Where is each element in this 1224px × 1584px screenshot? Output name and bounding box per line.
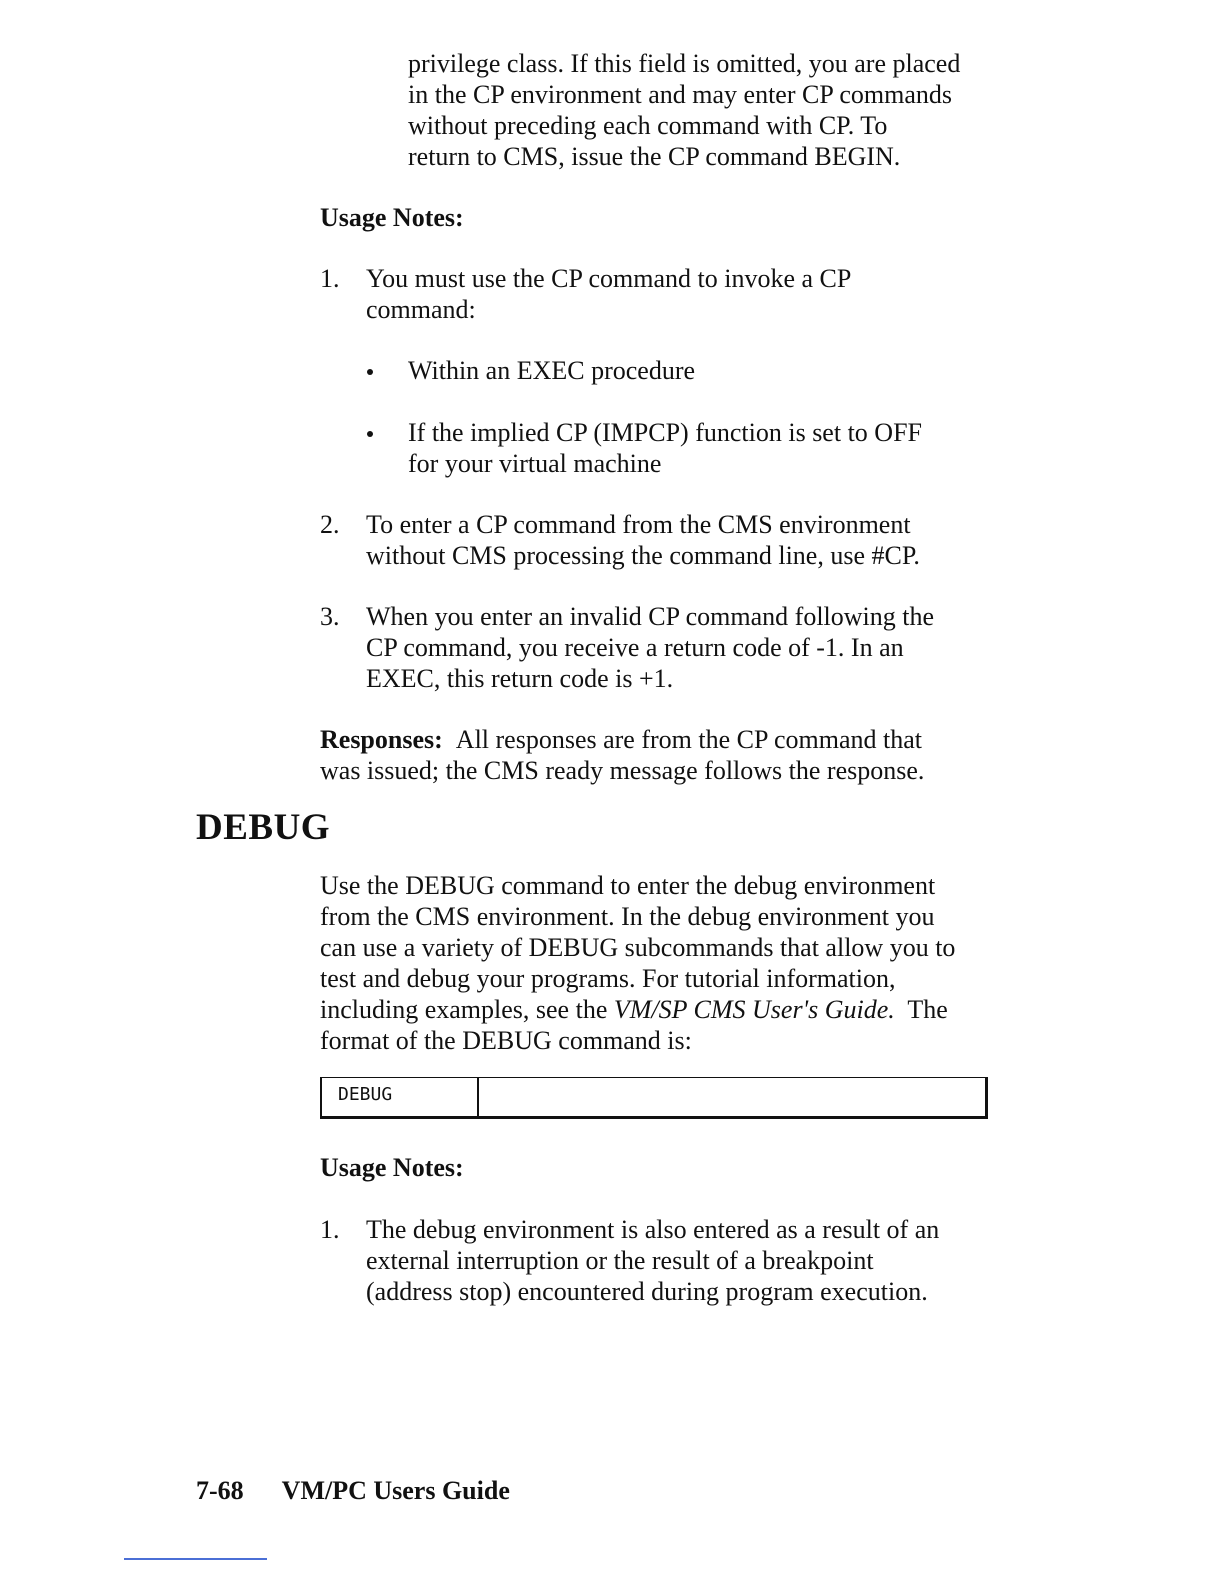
- usage-notes-heading: Usage Notes:: [320, 203, 464, 232]
- text-line: EXEC, this return code is +1.: [366, 664, 674, 693]
- list-item: [366, 509, 920, 571]
- syntax-divider: [477, 1078, 479, 1116]
- text-line: without preceding each command with CP. To: [408, 111, 888, 140]
- text-line: in the CP environment and may enter CP commands: [408, 80, 952, 109]
- responses-label: Responses:: [320, 725, 443, 754]
- list-item: [366, 601, 934, 694]
- responses-paragraph: [320, 724, 924, 786]
- list-item: [366, 1214, 939, 1307]
- text-line: can use a variety of DEBUG subcommands that allow you to: [320, 933, 956, 962]
- bullet-icon: [367, 431, 373, 437]
- text-line: When you enter an invalid CP command following the: [366, 602, 935, 631]
- text-line: format of the DEBUG command is:: [320, 1026, 692, 1055]
- text-line: [320, 724, 924, 755]
- intro-paragraph: [408, 48, 960, 172]
- section-heading: DEBUG: [196, 807, 331, 848]
- syntax-diagram: [320, 1077, 988, 1119]
- text-line: external interruption or the result of a breakpoint: [366, 1246, 874, 1275]
- list-item-number: 1.: [320, 1215, 340, 1244]
- text-line: [320, 994, 955, 1025]
- text-line: from the CMS environment. In the debug environment you: [320, 902, 935, 931]
- list-item-number: 3.: [320, 602, 340, 631]
- text-line: (address stop) encountered during program execution.: [366, 1277, 928, 1306]
- text-line: Use the DEBUG command to enter the debug environment: [320, 871, 936, 900]
- text-line: If the implied CP (IMPCP) function is set to OFF: [408, 418, 922, 447]
- text-line: without CMS processing the command line, use #CP.: [366, 541, 920, 570]
- syntax-command: DEBUG: [338, 1084, 393, 1105]
- text-line: for your virtual machine: [408, 449, 662, 478]
- page-number: 7-68: [196, 1476, 244, 1505]
- footer-rule: [124, 1558, 267, 1560]
- text-line: The debug environment is also entered as a result of an: [366, 1215, 940, 1244]
- debug-intro-paragraph: [320, 870, 955, 1056]
- text-line: return to CMS, issue the CP command BEGIN.: [408, 142, 901, 171]
- responses-text: All responses are from the CP command that: [455, 725, 923, 754]
- text-line: privilege class. If this field is omitted, you are placed: [408, 49, 961, 78]
- text-line: CP command, you receive a return code of -1. In an: [366, 633, 904, 662]
- text-line: To enter a CP command from the CMS environment: [366, 510, 911, 539]
- list-item-number: 1.: [320, 264, 340, 293]
- book-title: VM/PC Users Guide: [281, 1476, 510, 1505]
- list-item-number: 2.: [320, 510, 340, 539]
- text-segment: The: [894, 995, 948, 1024]
- bullet-icon: [367, 369, 373, 375]
- text-line: was issued; the CMS ready message follows the response.: [320, 756, 925, 785]
- list-item: [366, 263, 851, 325]
- text-line: Within an EXEC procedure: [408, 356, 696, 385]
- page-footer: [196, 1475, 510, 1506]
- text-line: test and debug your programs. For tutorial information,: [320, 964, 896, 993]
- book-reference: VM/SP CMS User's Guide.: [613, 995, 895, 1024]
- bullet-item: [408, 355, 695, 386]
- usage-notes-heading: Usage Notes:: [320, 1153, 464, 1182]
- text-segment: including examples, see the: [320, 995, 614, 1024]
- bullet-item: [408, 417, 922, 479]
- text-line: You must use the CP command to invoke a CP: [366, 264, 852, 293]
- text-line: command:: [366, 295, 476, 324]
